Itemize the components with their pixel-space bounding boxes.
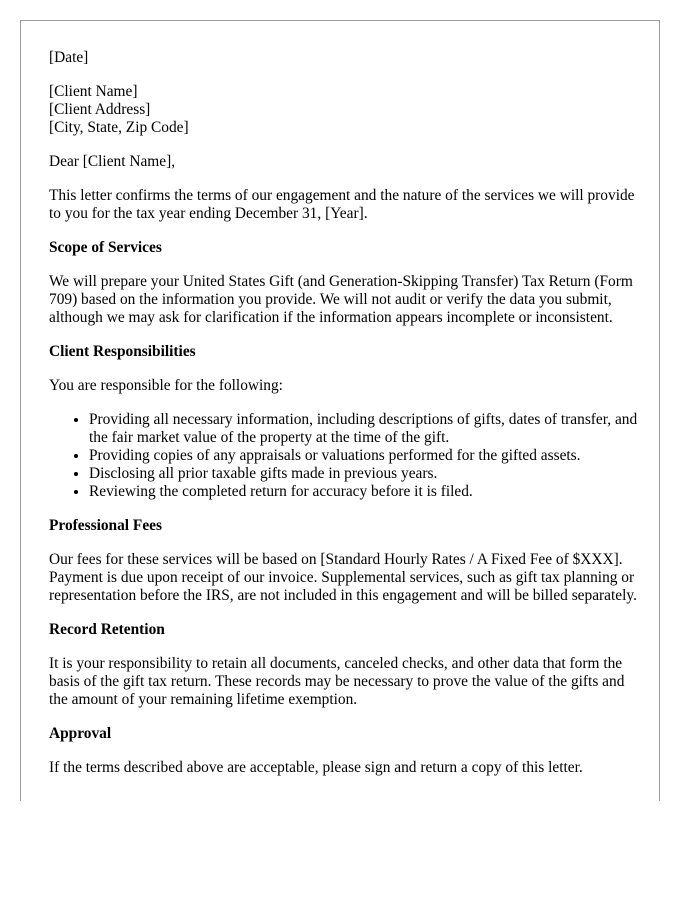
retention-heading: Record Retention [49,621,165,638]
client-city-line: [City, State, Zip Code] [49,119,189,136]
client-address-block [49,83,639,137]
approval-heading: Approval [49,725,112,742]
intro-paragraph: This letter confirms the terms of our engagement and the nature of the services we will provide to you for the tax year ending December 31, [Year]. [49,187,635,222]
list-item: • Reviewing the completed return for accuracy before it is filed. [89,483,639,501]
scope-heading: Scope of Services [49,239,162,256]
client-address-line: [Client Address] [49,101,151,118]
client-name-line: [Client Name] [49,83,138,100]
responsibilities-list [49,411,639,501]
list-item: • Providing all necessary information, including descriptions of gifts, dates of transfer, and the fair market value of the property at the time of the gift. [89,411,639,447]
letter-date: [Date] [49,49,89,66]
approval-paragraph: If the terms described above are acceptable, please sign and return a copy of this letter. [49,759,583,776]
responsibilities-heading: Client Responsibilities [49,343,196,360]
responsibilities-intro: You are responsible for the following: [49,377,283,394]
salutation: Dear [Client Name], [49,153,176,170]
fees-heading: Professional Fees [49,517,162,534]
scope-paragraph: We will prepare your United States Gift (and Generation-Skipping Transfer) Tax Return (Form 709) based on the information you provide. We will not audit or verify the data you submit, although we may ask for clarification if the information appears incomplete or inconsistent. [49,273,633,326]
fees-paragraph: Our fees for these services will be based on [Standard Hourly Rates / A Fixed Fee of $XXX]. Payment is due upon receipt of our invoice. Supplemental services, such as gift tax planning or representation before the IRS, are not included in this engagement and will be billed separately. [49,551,637,604]
retention-paragraph: It is your responsibility to retain all documents, canceled checks, and other data that form the basis of the gift tax return. These records may be necessary to prove the value of the gifts and the amount of your remaining lifetime exemption. [49,655,625,708]
letter-content [49,49,639,793]
list-item: • Disclosing all prior taxable gifts made in previous years. [89,465,639,483]
letter-page [20,20,660,801]
list-item: • Providing copies of any appraisals or valuations performed for the gifted assets. [89,447,639,465]
